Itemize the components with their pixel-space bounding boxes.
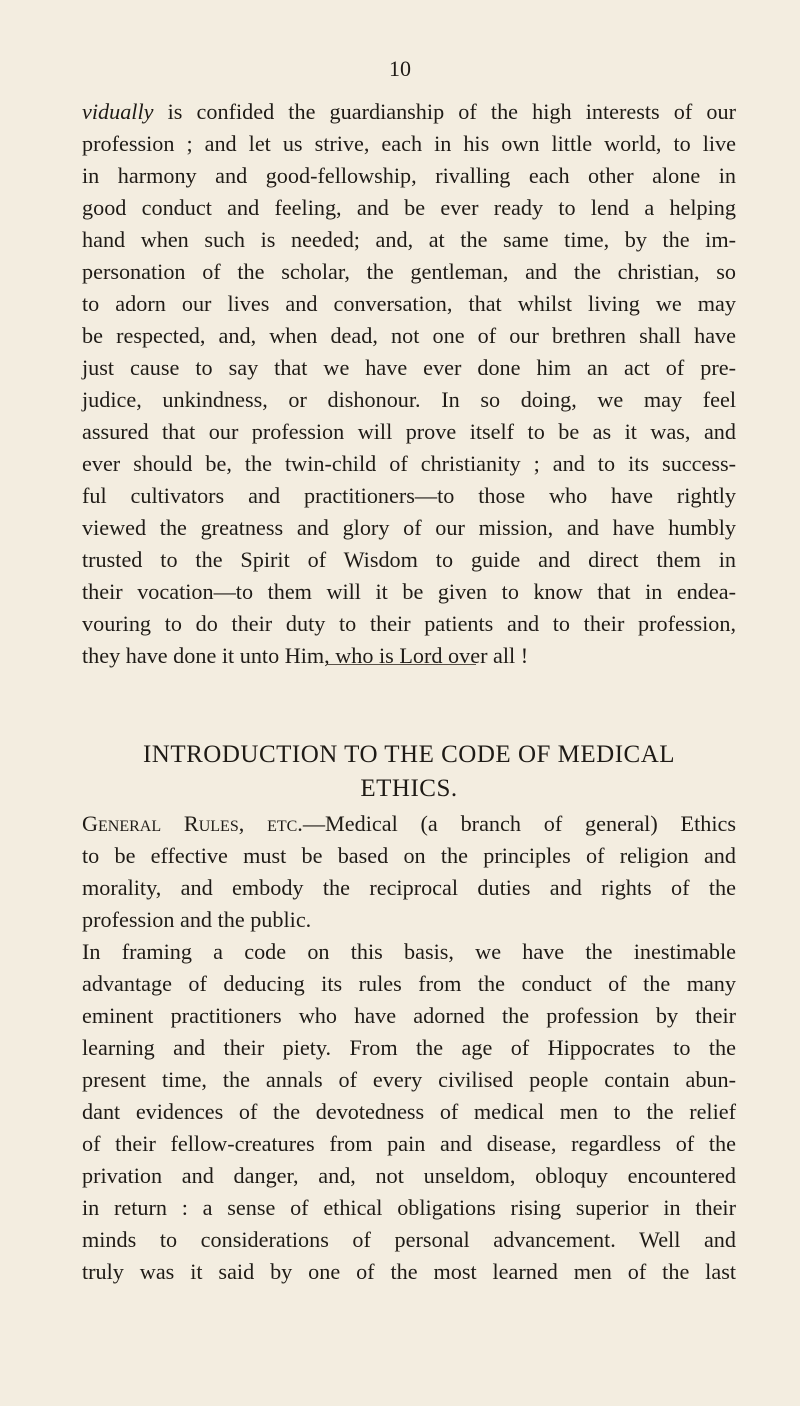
- text-line: to adorn our lives and conversation, that whilst living we may: [82, 291, 736, 316]
- text-line: of their fellow-creatures from pain and disease, regardless of the: [82, 1131, 736, 1156]
- text-line: vouring to do their duty to their patients and to their profession,: [82, 611, 736, 636]
- text-line: to be effective must be based on the principles of religion and: [82, 843, 736, 868]
- paragraph-general-rules: [82, 808, 736, 1288]
- text-line: their vocation—to them will it be given to know that in endea-: [82, 579, 736, 604]
- heading-line: INTRODUCTION TO THE CODE OF MEDICAL: [142, 741, 676, 768]
- text-line: viewed the greatness and glory of our mission, and have humbly: [82, 515, 736, 540]
- text-line: personation of the scholar, the gentleman, and the christian, so: [82, 259, 736, 284]
- italic-word: vidually: [82, 99, 154, 124]
- text-line: they have done it unto Him, who is Lord over all !: [82, 643, 529, 668]
- text-line: privation and danger, and, not unseldom, obloquy encountered: [82, 1163, 736, 1188]
- page-number: 10: [389, 56, 411, 81]
- text-line: be respected, and, when dead, not one of our brethren shall have: [82, 323, 736, 348]
- heading-line: ETHICS.: [360, 775, 458, 802]
- section-divider: [326, 664, 476, 665]
- text-line: judice, unkindness, or dishonour. In so doing, we may feel: [82, 387, 736, 412]
- section-heading: [82, 738, 736, 806]
- text-line: dant evidences of the devotedness of medical men to the relief: [82, 1099, 736, 1124]
- text-line: in harmony and good-fellowship, rivalling each other alone in: [82, 163, 736, 188]
- paragraph-closing-address: [82, 96, 736, 672]
- text-line: minds to considerations of personal advancement. Well and: [82, 1227, 736, 1252]
- text-line: eminent practitioners who have adorned the profession by their: [82, 1003, 736, 1028]
- text-line: ever should be, the twin-child of christianity ; and to its success-: [82, 451, 736, 476]
- run-in-heading: General Rules, etc.: [82, 811, 303, 836]
- text-line: morality, and embody the reciprocal duties and rights of the: [82, 875, 736, 900]
- text-line: good conduct and feeling, and be ever ready to lend a helping: [82, 195, 736, 220]
- text-line: profession ; and let us strive, each in his own little world, to live: [82, 131, 736, 156]
- text-line: just cause to say that we have ever done him an act of pre-: [82, 355, 736, 380]
- text-line: advantage of deducing its rules from the conduct of the many: [82, 971, 736, 996]
- text-line: learning and their piety. From the age of Hippocrates to the: [82, 1035, 736, 1060]
- text-line: assured that our profession will prove itself to be as it was, and: [82, 419, 736, 444]
- text-line: truly was it said by one of the most learned men of the last: [82, 1259, 736, 1284]
- text-line: profession and the public.: [82, 907, 312, 932]
- text-line: vidually is confided the guardianship of the high interests of our: [82, 99, 736, 124]
- text-line: In framing a code on this basis, we have the inestimable: [82, 939, 736, 964]
- text-line: trusted to the Spirit of Wisdom to guide and direct them in: [82, 547, 736, 572]
- text-line: General Rules, etc.—Medical (a branch of general) Ethics: [82, 811, 736, 836]
- text-line: ful cultivators and practitioners—to those who have rightly: [82, 483, 736, 508]
- text-line: in return : a sense of ethical obligations rising superior in their: [82, 1195, 736, 1220]
- text-line: present time, the annals of every civilised people contain abun-: [82, 1067, 736, 1092]
- text-line: hand when such is needed; and, at the same time, by the im-: [82, 227, 736, 252]
